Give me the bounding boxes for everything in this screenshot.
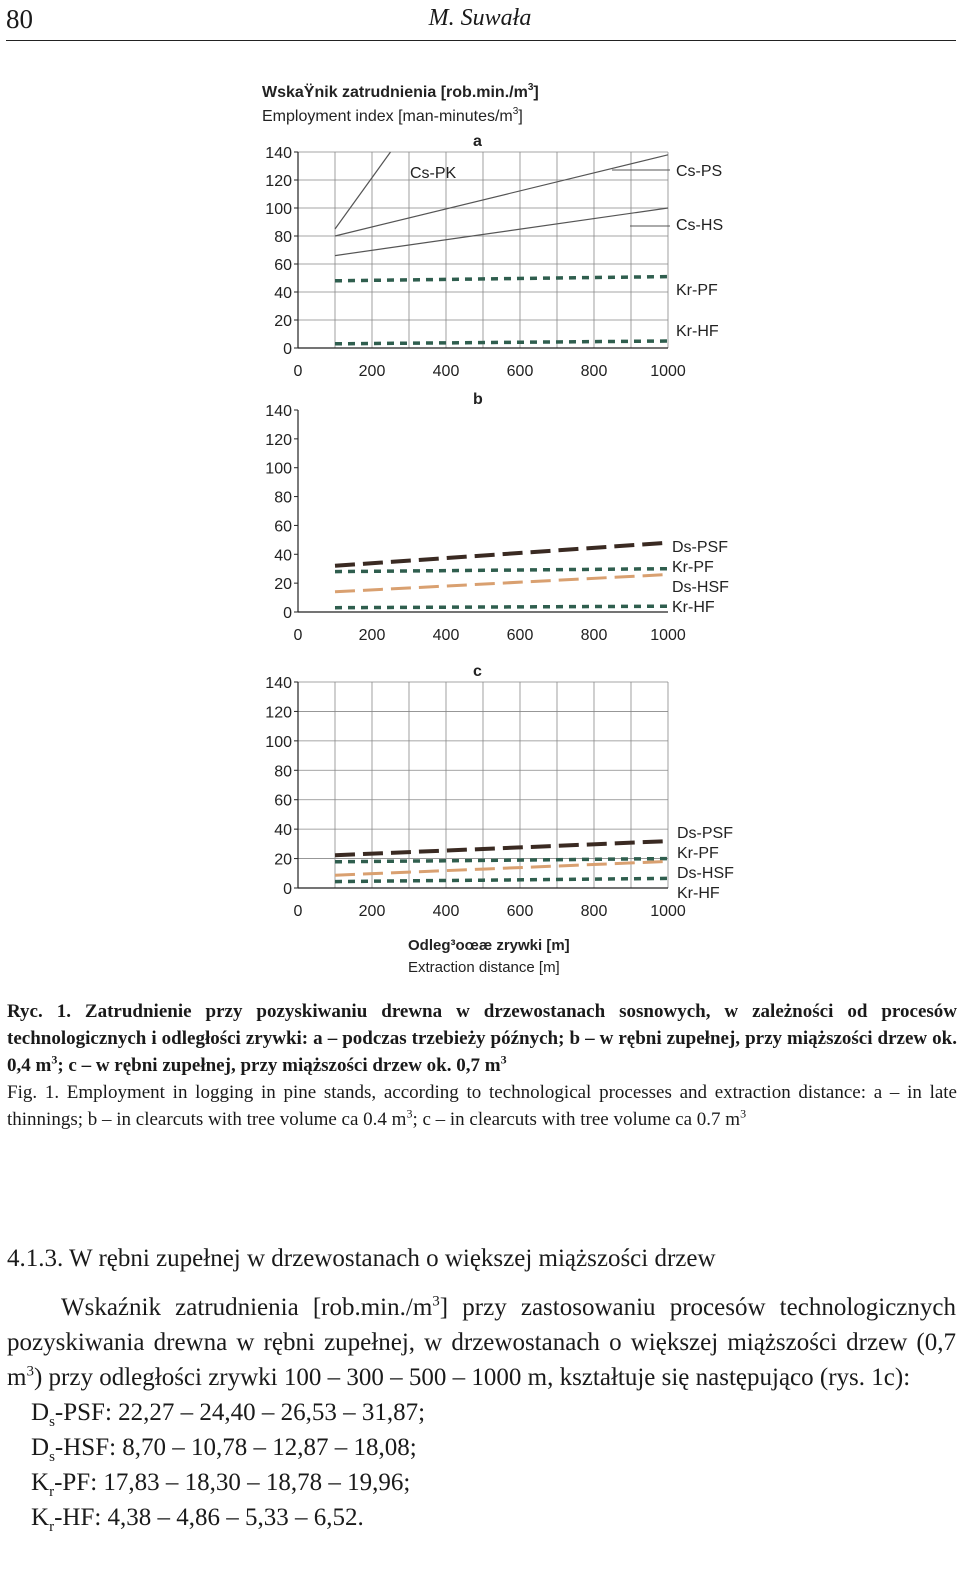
- value-line-prefix: D: [31, 1434, 50, 1461]
- chart-panel-a: [265, 133, 723, 380]
- value-line-kr-hf: [7, 1500, 956, 1535]
- y-tick-label: 60: [274, 257, 292, 274]
- y-tick-label: 120: [265, 173, 292, 190]
- caption-pl-a: Ryc. 1. Zatrudnienie przy pozyskiwaniu drewna w drzewostanach sosnowych, w zależności od procesów technologicznych i odległości zrywki: a – podczas trzebieży późnych; b – w rębni zupełnej, przy miąższości drzew ok. 0,4 m: [7, 1001, 957, 1076]
- value-line-rest: -HSF: 8,70 – 10,78 – 12,87 – 18,08;: [54, 1434, 417, 1461]
- y-tick-label: 100: [265, 460, 292, 478]
- chart-panel-c: [265, 663, 734, 920]
- x-tick-label: 400: [432, 363, 460, 380]
- page-number: 80: [6, 4, 33, 34]
- y-axis-label-pl-text: WskaŸnik zatrudnienia [rob.min./m: [262, 84, 528, 101]
- panel-label: c: [473, 663, 482, 680]
- series-line: [335, 208, 668, 256]
- value-line-ds-psf: [7, 1395, 956, 1430]
- running-author: M. Suwała: [428, 5, 532, 31]
- y-axis-label-en-sup: 3: [512, 106, 519, 117]
- series-line: [335, 277, 668, 281]
- value-line-prefix: K: [31, 1469, 50, 1496]
- y-tick-label: 80: [274, 489, 292, 507]
- page-header: [0, 0, 960, 42]
- y-axis-label-pl-end: ]: [533, 84, 539, 101]
- y-tick-label: 0: [283, 341, 292, 358]
- x-tick-label: 1000: [650, 627, 686, 644]
- y-axis-label-en-end: ]: [518, 108, 523, 125]
- y-tick-label: 0: [283, 605, 292, 622]
- y-tick-label: 140: [265, 145, 292, 162]
- x-tick-label: 600: [506, 363, 534, 380]
- x-tick-label: 200: [358, 903, 386, 920]
- y-axis-label-pl: [262, 82, 539, 101]
- y-tick-label: 60: [274, 518, 292, 536]
- panel-label: b: [473, 391, 483, 408]
- chart-panel-b: [265, 391, 729, 644]
- section-title: 4.1.3. W rębni zupełnej w drzewostanach o większej miąższości drzew: [7, 1245, 716, 1272]
- y-tick-label: 20: [274, 313, 292, 330]
- panel-label: a: [473, 133, 482, 150]
- series-label: Kr-HF: [676, 323, 719, 340]
- series-line: [335, 841, 668, 855]
- series-line: [335, 606, 668, 608]
- x-tick-label: 600: [506, 627, 534, 644]
- y-axis-label-en-text: Employment index [man-minutes/m: [262, 108, 513, 125]
- series-label: Ds-HSF: [672, 579, 729, 596]
- series-line: [335, 341, 668, 344]
- x-axis-label-en: Extraction distance [m]: [408, 959, 560, 976]
- caption-pl-sup2: 3: [500, 1052, 507, 1067]
- value-line-sub: r: [49, 1519, 55, 1535]
- series-label: Kr-PF: [677, 845, 719, 862]
- series-label: Kr-PF: [672, 559, 714, 576]
- series-label: Cs-HS: [676, 217, 724, 234]
- y-tick-label: 0: [283, 881, 292, 898]
- x-tick-label: 1000: [650, 363, 686, 380]
- series-line: [335, 569, 668, 572]
- y-tick-label: 40: [274, 285, 292, 302]
- y-tick-label: 40: [274, 547, 292, 565]
- series-label: Kr-HF: [677, 885, 720, 902]
- x-tick-label: 0: [293, 903, 303, 920]
- body-p1-sup2: 3: [26, 1363, 34, 1380]
- y-tick-label: 80: [274, 763, 292, 781]
- value-line-prefix: K: [31, 1504, 50, 1531]
- y-tick-label: 40: [274, 822, 292, 840]
- y-tick-label: 80: [274, 229, 292, 246]
- series-line: [335, 859, 668, 862]
- series-line: [335, 575, 668, 592]
- y-tick-label: 100: [265, 733, 292, 751]
- series-line: [335, 861, 668, 875]
- x-axis-label-pl: Odleg³oœæ zrywki [m]: [408, 937, 570, 954]
- y-tick-label: 20: [274, 576, 292, 594]
- value-line-kr-pf: [7, 1465, 956, 1500]
- value-line-sub: r: [49, 1484, 55, 1500]
- y-tick-label: 120: [265, 704, 292, 722]
- caption-en-b: ; c – in clearcuts with tree volume ca 0.7 m: [412, 1109, 741, 1130]
- x-tick-label: 0: [293, 363, 303, 380]
- value-line-prefix: D: [31, 1399, 50, 1426]
- caption-en-a: Fig. 1. Employment in logging in pine stands, according to technological processes and extraction distance: a – in late thinnings; b – in clearcuts with tree volume ca 0.4 m: [7, 1082, 957, 1130]
- y-axis-label-en: [262, 106, 523, 125]
- x-tick-label: 600: [506, 903, 534, 920]
- caption-en-sup1: 3: [406, 1106, 413, 1121]
- caption-english: [7, 1079, 957, 1133]
- x-tick-label: 800: [580, 903, 608, 920]
- body-text: [7, 1290, 956, 1535]
- body-p1-b: ] przy zastosowaniu procesów technologicznych pozyskiwania drewna w rębni zupełnej, w drzewostanach o większej miąższości drzew (0,7 m: [7, 1294, 956, 1391]
- y-tick-label: 20: [274, 851, 292, 869]
- header-rule: [6, 40, 956, 41]
- x-tick-label: 400: [432, 903, 460, 920]
- figure: [0, 70, 960, 990]
- caption-polish: [7, 998, 957, 1079]
- series-label: Ds-PSF: [672, 539, 728, 556]
- series-line: [335, 878, 668, 881]
- x-tick-label: 200: [358, 627, 386, 644]
- x-tick-label: 800: [580, 627, 608, 644]
- series-line: [335, 155, 668, 236]
- y-tick-label: 140: [265, 403, 292, 420]
- series-label: Ds-PSF: [677, 825, 733, 842]
- x-tick-label: 0: [293, 627, 303, 644]
- value-line-ds-hsf: [7, 1430, 956, 1465]
- series-line: [335, 152, 391, 229]
- x-tick-label: 400: [432, 627, 460, 644]
- body-p1-a: Wskaźnik zatrudnienia [rob.min./m: [61, 1294, 433, 1321]
- y-tick-label: 60: [274, 792, 292, 810]
- caption-pl-b: ; c – w rębni zupełnej, przy miąższości drzew ok. 0,7 m: [57, 1055, 501, 1076]
- body-p1-sup1: 3: [432, 1293, 440, 1310]
- y-tick-label: 120: [265, 431, 292, 449]
- series-label: Cs-PK: [410, 165, 457, 182]
- series-label: Cs-PS: [676, 163, 723, 180]
- series-label: Kr-PF: [676, 282, 718, 299]
- caption-en-sup2: 3: [740, 1106, 747, 1121]
- series-label: Kr-HF: [672, 599, 715, 616]
- caption-pl-sup1: 3: [51, 1052, 58, 1067]
- y-axis-label-pl-sup: 3: [527, 82, 534, 93]
- x-tick-label: 200: [358, 363, 386, 380]
- value-line-rest: -PF: 17,83 – 18,30 – 18,78 – 19,96;: [54, 1469, 411, 1496]
- value-line-rest: -HF: 4,38 – 4,86 – 5,33 – 6,52.: [54, 1504, 364, 1531]
- value-line-sub: s: [49, 1449, 55, 1465]
- x-tick-label: 800: [580, 363, 608, 380]
- series-label: Ds-HSF: [677, 865, 734, 882]
- figure-caption: [7, 998, 957, 1133]
- body-paragraph: [7, 1290, 956, 1395]
- value-line-sub: s: [49, 1414, 55, 1430]
- y-tick-label: 140: [265, 675, 292, 692]
- value-line-rest: -PSF: 22,27 – 24,40 – 26,53 – 31,87;: [54, 1399, 426, 1426]
- x-tick-label: 1000: [650, 903, 686, 920]
- y-tick-label: 100: [265, 201, 292, 218]
- body-p1-c: ) przy odległości zrywki 100 – 300 – 500 – 1000 m, kształtuje się następująco (rys. 1c):: [33, 1364, 911, 1391]
- figure-chart: [0, 70, 960, 990]
- series-line: [335, 543, 668, 566]
